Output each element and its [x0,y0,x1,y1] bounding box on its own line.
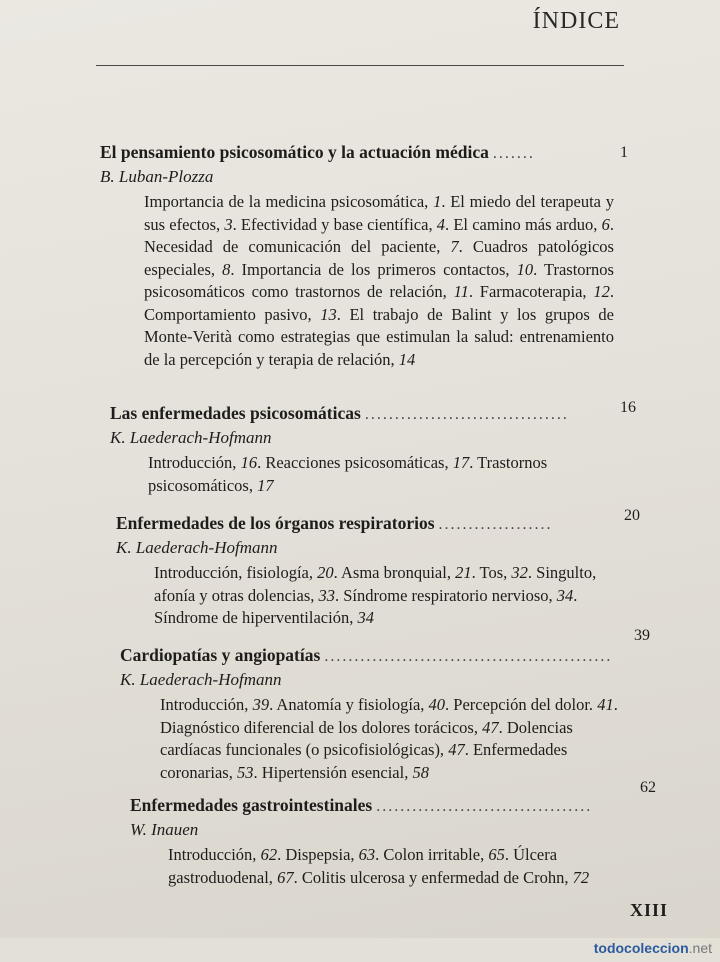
page-reference: 8 [222,259,231,279]
entry-page-number: 62 [640,779,656,796]
folio-page-number: XIII [629,900,668,920]
entry-title: Las enfermedades psicosomáticas [110,403,361,423]
entry-author: K. Laederach-Hofmann [110,428,272,447]
page-reference: 10 [516,259,534,279]
watermark-logo [594,940,712,956]
page-reference: 33 [318,585,335,605]
toc-entry [130,779,656,889]
toc-entry [110,399,636,497]
entry-title: El pensamiento psicosomático y la actuación médica [100,142,489,162]
page-reference: 32 [511,563,528,582]
entry-title: Enfermedades de los órganos respiratorios [116,513,435,533]
entry-author: W. Inauen [130,820,199,839]
page-reference: 63 [358,845,376,864]
leader-dots: ....... [492,145,535,162]
entry-page-number: 1 [620,144,628,161]
page-reference: 62 [260,845,278,864]
page-reference: 3 [224,214,233,234]
page-reference: 7 [450,237,459,256]
entry-line [116,513,616,534]
page-reference: 13 [320,304,337,324]
page-title: ÍNDICE [532,8,620,34]
page-reference: 65 [488,845,505,864]
entry-page-number: 16 [620,399,636,416]
entry-author: K. Laederach-Hofmann [120,670,282,689]
page-reference: 1 [433,192,442,211]
page-reference: 34 [556,585,574,605]
page-reference: 58 [412,762,429,782]
page-reference: 20 [317,563,334,582]
toc-entry [120,627,650,784]
entry-line [110,403,610,424]
watermark-brand: todocoleccion [593,940,689,956]
page-reference: 6 [601,214,610,234]
entry-description: Introducción, 16. Reacciones psicosomáticas, 17. Trastornos psicosomáticos, 17 [148,453,548,495]
page-reference: 34 [357,608,374,627]
entry-line [100,142,605,163]
page-reference: 4 [436,214,446,234]
leader-dots: ................... [438,516,553,533]
entry-description: Introducción, fisiología, 20. Asma bronquial, 21. Tos, 32. Singulto, afonía y otras dolencias, 33. Síndrome respiratorio nervioso, 34. Síndrome de hiperventilación, 34 [154,563,597,627]
leader-dots: .................................... [376,798,593,815]
page-reference: 17 [452,453,470,472]
page-reference: 72 [572,867,590,887]
leader-dots: .................................. [364,406,569,423]
page-reference: 11 [453,282,469,301]
page-reference: 21 [455,563,472,582]
page-reference: 14 [398,349,416,369]
page-reference: 40 [428,695,446,714]
toc-entry [100,142,628,371]
entry-line [130,795,635,816]
entry-description: Introducción, 39. Anatomía y fisiología, 40. Percepción del dolor. 41. Diagnóstico diferencial de los dolores torácicos, 47. Dolencias cardíacas funcionales (o psicofisiológicas), 47. Enfermedades coronarias, 53. Hipertensión esencial, 58 [160,695,618,782]
page-reference: 41 [597,695,614,714]
leader-dots: ................................................ [324,648,613,665]
entry-author: B. Luban-Plozza [100,167,214,186]
header-rule [96,65,624,66]
entry-title: Cardiopatías y angiopatías [120,645,321,665]
entry-author: K. Laederach-Hofmann [116,538,278,557]
watermark-suffix: .net [688,940,712,956]
entry-page-number: 39 [634,627,650,644]
page-reference: 53 [236,762,254,782]
page-reference: 17 [257,475,274,495]
page-reference: 47 [482,717,499,737]
page-reference: 12 [593,282,610,301]
page-reference: 39 [252,695,270,714]
entry-line [120,645,630,666]
page-reference: 67 [277,867,294,887]
page-reference: 16 [240,453,258,472]
toc-entry [116,507,640,630]
entry-title: Enfermedades gastrointestinales [130,795,373,815]
entry-description: Introducción, 62. Dispepsia, 63. Colon irritable, 65. Úlcera gastroduodenal, 67. Colitis ulcerosa y enfermedad de Crohn, 72 [168,845,590,887]
entry-description: Importancia de la medicina psicosomática, 1. El miedo del terapeuta y sus efectos, 3. Efectividad y base científica, 4. El camino más arduo, 6. Necesidad de comunicación del paciente, 7. Cuadros patológicos especiales, 8. Importancia de los primeros contactos, 10. Trastornos psicosomáticos como trastornos de relación, 11. Farmacoterapia, 12. Comportamiento pasivo, 13. El trabajo de Balint y los grupos de Monte-Verità como estrategias que estimulan la salud: entrenamiento de la percepción y terapia de relación, 14 [144,192,614,369]
entry-page-number: 20 [624,507,640,524]
page-reference: 47 [448,740,465,759]
